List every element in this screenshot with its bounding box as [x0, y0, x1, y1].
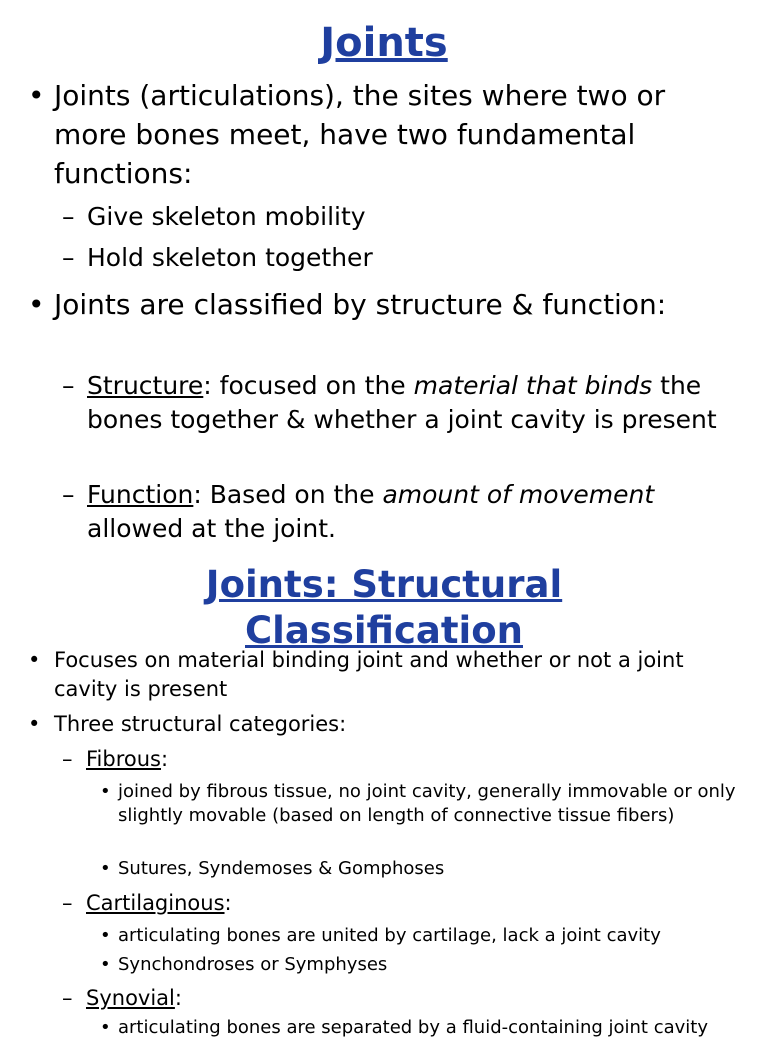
term-cartilaginous: Cartilaginous — [86, 891, 225, 915]
sub-bullet-text — [87, 369, 742, 437]
bullet-glyph: • — [28, 648, 41, 672]
detail-text: Sutures, Syndemoses & Gomphoses — [118, 858, 445, 879]
text-run: the bones together & whether a joint cavity is present — [87, 371, 717, 434]
bullet-glyph: • — [28, 288, 45, 321]
bullet-item — [28, 76, 743, 196]
detail-text: articulating bones are united by cartilage, lack a joint cavity — [118, 925, 661, 946]
bullet-item — [28, 285, 743, 365]
bullet-text: Joints are classified by structure & function: — [54, 288, 667, 321]
bullet-text: Focuses on material binding joint and whether or not a joint cavity is present — [54, 648, 684, 701]
term-structure: Structure — [87, 371, 204, 400]
slide-title-joints: Joints — [320, 20, 448, 66]
sub-bullet-item — [62, 241, 742, 277]
dash-glyph: – — [62, 747, 73, 771]
sub-bullet-text — [87, 478, 742, 546]
detail-text: Synchondroses or Symphyses — [118, 954, 388, 975]
term-function: Function — [87, 480, 194, 509]
slide-title-structural-classification — [0, 562, 768, 654]
bullet-item — [28, 646, 743, 706]
bullet-glyph: • — [100, 954, 111, 975]
bullet-glyph: • — [100, 858, 111, 879]
text-run: : focused on the — [203, 371, 414, 400]
category-label — [86, 984, 742, 1013]
detail-item — [100, 953, 740, 979]
category-fibrous — [62, 745, 742, 775]
text-run: allowed at the joint. — [87, 514, 336, 543]
dash-glyph: – — [62, 371, 75, 400]
detail-item — [100, 1016, 740, 1038]
title-line: Classification — [245, 609, 523, 652]
text-run: : Based on the — [193, 480, 383, 509]
bullet-glyph: • — [100, 1017, 111, 1038]
category-label — [86, 889, 742, 918]
category-synovial — [62, 984, 742, 1014]
bullet-glyph: • — [100, 781, 111, 802]
dash-glyph: – — [62, 202, 75, 231]
term-fibrous: Fibrous — [86, 747, 161, 771]
sub-bullet-text: Hold skeleton together — [87, 243, 373, 272]
title-line: Joints: Structural — [205, 563, 563, 606]
colon: : — [174, 986, 182, 1010]
colon: : — [161, 747, 169, 771]
dash-glyph: – — [62, 891, 73, 915]
detail-text: articulating bones are separated by a fluid-containing joint cavity — [118, 1017, 708, 1038]
bullet-text: Three structural categories: — [54, 712, 347, 736]
detail-item — [100, 780, 740, 854]
bullet-text: Joints (articulations), the sites where two or more bones meet, have two fundamental functions: — [54, 79, 666, 190]
sub-bullet-text: Give skeleton mobility — [87, 202, 366, 231]
emphasis-text: material that binds — [413, 371, 653, 400]
sub-bullet-structure — [62, 369, 742, 473]
dash-glyph: – — [62, 243, 75, 272]
sub-bullet-item — [62, 200, 742, 236]
category-cartilaginous — [62, 889, 742, 919]
bullet-glyph: • — [28, 79, 45, 112]
emphasis-text: amount of movement — [382, 480, 655, 509]
detail-item — [100, 924, 740, 950]
dash-glyph: – — [62, 986, 73, 1010]
dash-glyph: – — [62, 480, 75, 509]
bullet-glyph: • — [100, 925, 111, 946]
term-synovial: Synovial — [86, 986, 175, 1010]
category-label — [86, 745, 742, 774]
bullet-glyph: • — [28, 712, 41, 736]
colon: : — [224, 891, 232, 915]
detail-item — [100, 857, 740, 883]
sub-bullet-function — [62, 478, 742, 548]
detail-text: joined by fibrous tissue, no joint cavity, generally immovable or only slightly movable (based on length of connective tissue fibers) — [118, 781, 736, 826]
bullet-item — [28, 710, 743, 740]
